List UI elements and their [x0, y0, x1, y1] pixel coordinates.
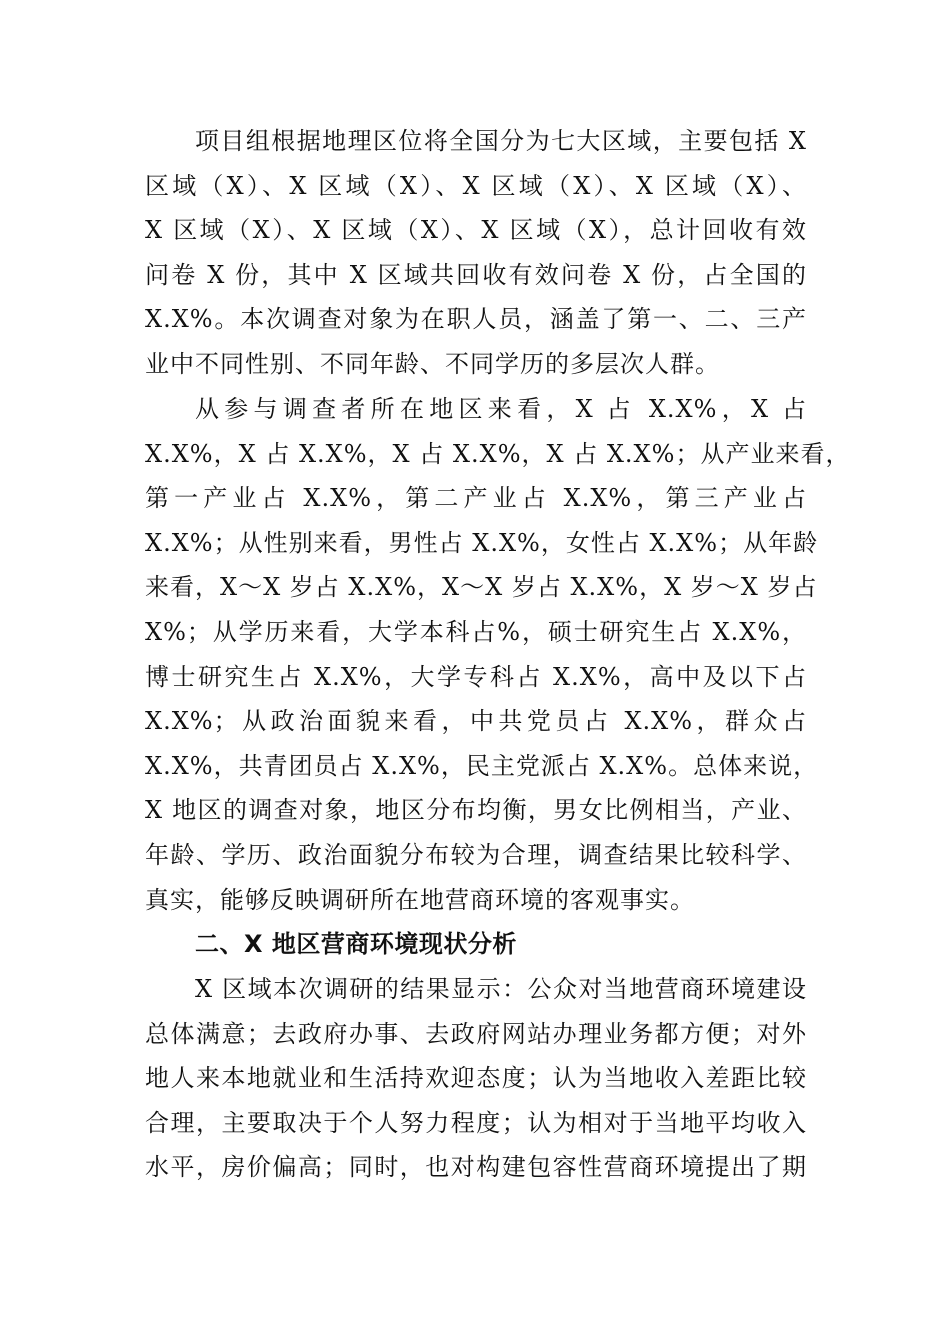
paragraph-respondent-distribution: [145, 387, 851, 922]
text-line: 水平，房价偏高；同时，也对构建包容性营商环境提出了期: [145, 1153, 807, 1182]
text-line: X 区域本次调研的结果显示：公众对当地营商环境建设: [195, 975, 807, 1003]
text-line: 真实，能够反映调研所在地营商环境的客观事实。: [145, 885, 695, 914]
text-line: 区域（X）、X 区域（X）、X 区域（X）、X 区域（X）、: [145, 171, 807, 200]
text-line: X 地区的调查对象，地区分布均衡，男女比例相当，产业、: [145, 796, 807, 825]
text-line: 第一产业占 X.X%，第二产业占 X.X%，第三产业占: [145, 484, 807, 513]
text-line: X.X%；从性别来看，男性占 X.X%，女性占 X.X%；从年龄: [145, 528, 819, 557]
text-line: X.X%。本次调查对象为在职人员，涵盖了第一、二、三产: [145, 305, 807, 334]
text-line: 问卷 X 份，其中 X 区域共回收有效问卷 X 份，占全国的: [145, 260, 807, 289]
text-line: X.X%，X 占 X.X%，X 占 X.X%，X 占 X.X%；从产业来看，: [145, 439, 851, 468]
text-line: 博士研究生占 X.X%，大学专科占 X.X%，高中及以下占: [145, 662, 807, 691]
text-line: 总体满意；去政府办事、去政府网站办理业务都方便；对外: [145, 1019, 807, 1048]
paragraph-survey-regions: [145, 119, 807, 387]
text-line: 从参与调查者所在地区来看，X 占 X.X%，X 占: [195, 395, 807, 423]
text-line: 业中不同性别、不同年龄、不同学历的多层次人群。: [145, 349, 720, 378]
text-line: X.X%；从政治面貌来看，中共党员占 X.X%，群众占: [145, 707, 807, 736]
text-line: X.X%，共青团员占 X.X%，民主党派占 X.X%。总体来说，: [145, 751, 819, 780]
text-line: X%；从学历来看，大学本科占%，硕士研究生占 X.X%，: [145, 617, 807, 646]
text-line: 年龄、学历、政治面貌分布较为合理，调查结果比较科学、: [145, 840, 807, 869]
section-heading: 二、X 地区营商环境现状分析: [195, 930, 517, 958]
text-line: 项目组根据地理区位将全国分为七大区域，主要包括 X: [195, 127, 807, 155]
text-line: 地人来本地就业和生活持欢迎态度；认为当地收入差距比较: [145, 1064, 807, 1093]
text-line: 合理，主要取决于个人努力程度；认为相对于当地平均收入: [145, 1108, 807, 1137]
text-line: 来看，X～X 岁占 X.X%，X～X 岁占 X.X%，X 岁～X 岁占: [145, 573, 818, 602]
paragraph-survey-results: [145, 967, 807, 1190]
text-line: X 区域（X）、X 区域（X）、X 区域（X），总计回收有效: [145, 216, 807, 245]
